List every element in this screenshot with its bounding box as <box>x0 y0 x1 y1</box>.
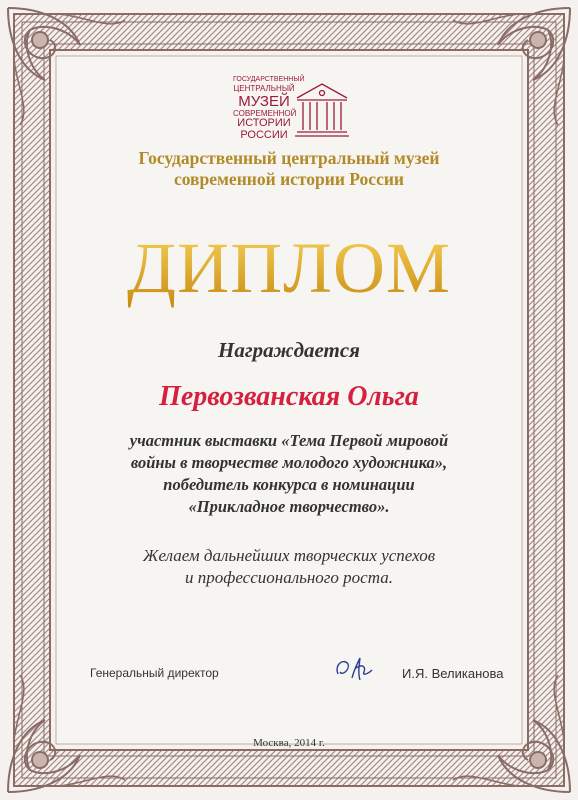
logo-text-line: МУЗЕЙ <box>238 93 290 110</box>
citation <box>0 430 578 518</box>
wishes <box>0 545 578 589</box>
museum-building-icon <box>295 80 349 140</box>
citation-line: победитель конкурса в номинации <box>163 475 415 494</box>
logo-text-line: ЦЕНТРАЛЬНЫЙ <box>233 84 295 93</box>
wishes-line: и профессионального роста. <box>185 568 393 587</box>
signatory-name: И.Я. Великанова <box>402 666 504 681</box>
awarded-label: Награждается <box>217 338 361 362</box>
recipient-name: Первозванская Ольга <box>159 381 419 412</box>
citation-line: «Прикладное творчество». <box>188 497 390 516</box>
museum-name-line: современной истории России <box>173 169 405 189</box>
museum-logo <box>233 76 349 140</box>
citation-line: войны в творчестве молодого художника», <box>130 453 448 472</box>
museum-name-line: Государственный центральный музей <box>138 148 440 168</box>
logo-text-line: ИСТОРИИ <box>237 117 291 129</box>
logo-text-line: СОВРЕМЕННОЙ <box>233 109 297 118</box>
citation-line: участник выставки «Тема Первой мировой <box>129 431 449 450</box>
handwritten-signature <box>332 654 392 684</box>
signatory-position: Генеральный директор <box>90 666 219 680</box>
logo-text-line: ГОСУДАРСТВЕННЫЙ <box>233 76 305 83</box>
place-and-date: Москва, 2014 г. <box>253 737 325 749</box>
wishes-line: Желаем дальнейших творческих успехов <box>142 546 436 565</box>
logo-text-line: РОССИИ <box>240 129 288 141</box>
diploma-title: ДИПЛОМ <box>0 228 578 308</box>
museum-name <box>0 148 578 190</box>
